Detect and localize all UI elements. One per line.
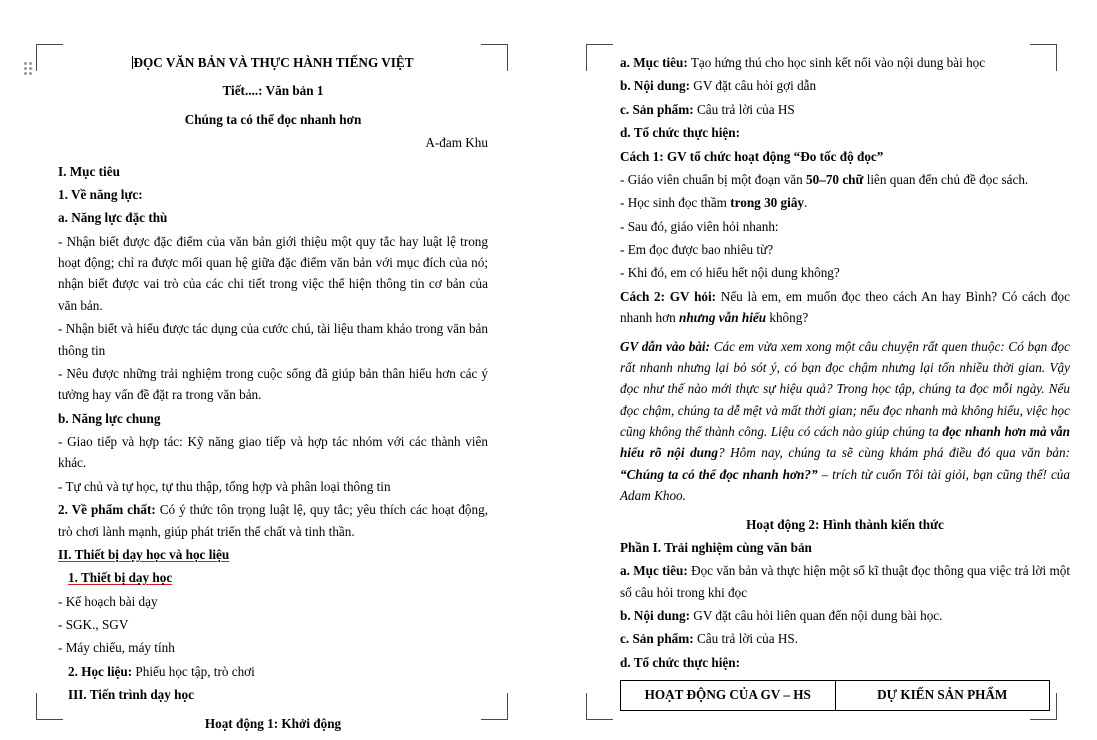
cach1-step-3: - Sau đó, giáo viên hỏi nhanh: <box>620 218 779 234</box>
subheading-hoc-lieu: 2. Học liệu: Phiếu học tập, trò chơi <box>68 663 255 679</box>
document-subtitle-2: Chúng ta có thể đọc nhanh hơn <box>184 111 362 127</box>
paragraph-cach-2: Cách 2: GV hỏi: Nếu là em, em muốn đọc theo cách An hay Bình? Có cách đọc nhanh hơn nhưng vẫn hiểu không? <box>620 288 1070 326</box>
document-title: ĐỌC VĂN BẢN VÀ THỰC HÀNH TIẾNG VIỆT <box>133 55 414 70</box>
cach1-step-1: - Giáo viên chuẩn bị một đoạn văn 50–70 chữ liên quan đến chủ đề đọc sách. <box>620 171 1029 187</box>
document-subtitle-1: Tiết....: Văn bản 1 <box>222 83 324 99</box>
paragraph-pham-chat: 2. Về phẩm chất: Có ý thức tôn trọng luật lệ, quy tắc; yêu thích các hoạt động, trò chơi lành mạnh, giúp phát triển thể chất và tinh thần. <box>58 502 488 539</box>
page-right <box>548 0 1097 740</box>
paragraph-r-san-pham: c. Sản phẩm: Câu trả lời của HS. <box>620 631 799 647</box>
heading-cach-1: Cách 1: GV tổ chức hoạt động “Đo tốc độ đọc” <box>620 148 884 164</box>
cach1-step-5: - Khi đó, em có hiểu hết nội dung không? <box>620 265 840 281</box>
paragraph-r-to-chuc: d. Tổ chức thực hiện: <box>620 654 740 670</box>
paragraph-r-muc-tieu: a. Mục tiêu: Đọc văn bản và thực hiện một số kĩ thuật đọc thông qua việc trả lời một số câu hỏi trong khi đọc <box>620 563 1070 600</box>
crop-mark-bottom-left-2 <box>586 693 613 720</box>
drag-handle-icon[interactable] <box>24 62 35 78</box>
paragraph-3: - Nêu được những trải nghiệm trong cuộc sống đã giúp bản thân hiểu hơn các ý tưởng hay vấn đề đặt ra trong văn bản. <box>58 365 488 403</box>
paragraph-to-chuc: d. Tổ chức thực hiện: <box>620 125 740 141</box>
document-author: A-đam Khu <box>425 135 488 151</box>
subheading-thiet-bi: 1. Thiết bị dạy học <box>68 570 173 586</box>
paragraph-gv-dan-vao-bai: GV dẫn vào bài: Các em vừa xem xong một câu chuyện rất quen thuộc: Có bạn đọc rất nhanh nhưng lại bỏ sót ý, có bạn đọc chậm nhưng lại tốn nhiều thời gian. Vậy đọc như thế nào mới thực sự hiệu quả? Trong học tập, chúng ta đọc mỗi ngày. Nếu đọc chậm, chúng ta dễ mệt và mất thời gian; nếu đọc nhanh mà không hiểu, việc học cũng không thể thành công. Liệu có cách nào giúp chúng ta đọc nhanh hơn mà vẫn hiểu rõ nội dung? Hôm nay, chúng ta sẽ cùng khám phá điều đó qua văn bản: “Chúng ta có thể đọc nhanh hơn?” – trích từ cuốn Tôi tài giỏi, bạn cũng thế! của Adam Khoo. <box>620 338 1071 504</box>
paragraph-2: - Nhận biết và hiểu được tác dụng của cước chú, tài liệu tham khảo trong văn bản thông tin <box>58 321 488 358</box>
table-header-gv-hs: HOẠT ĐỘNG CỦA GV – HS <box>621 681 836 710</box>
table-row <box>621 681 1050 710</box>
paragraph-noi-dung: b. Nội dung: GV đặt câu hỏi gợi dẫn <box>620 78 817 94</box>
cach1-step-4: - Em đọc được bao nhiêu từ? <box>620 242 774 257</box>
crop-mark-top-left-2 <box>586 44 613 71</box>
list-item-sgk: - SGK., SGV <box>58 617 129 632</box>
list-item-may-chieu: - Máy chiếu, máy tính <box>58 640 175 656</box>
heading-hoat-dong-1: Hoạt động 1: Khởi động <box>204 715 342 731</box>
cach1-step-2: - Học sinh đọc thầm trong 30 giây. <box>620 195 808 211</box>
heading-thiet-bi-day-hoc: II. Thiết bị dạy học và học liệu <box>58 546 230 562</box>
page-left <box>0 0 548 740</box>
heading-hoat-dong-2: Hoạt động 2: Hình thành kiến thức <box>746 516 944 532</box>
paragraph-1: - Nhận biết được đặc điểm của văn bản giới thiệu một quy tắc hay luật lệ trong hoạt động; chỉ ra được mối quan hệ giữa đặc điểm văn bản với mục đích của nó; nhận biết được vai trò của các chi tiết trong việc thể hiện thông tin cơ bản của văn bản. <box>58 233 488 313</box>
heading-phan-1: Phần I. Trải nghiệm cùng văn bản <box>620 539 812 555</box>
paragraph-4: - Giao tiếp và hợp tác: Kỹ năng giao tiếp và hợp tác nhóm với các thành viên khác. <box>58 434 488 471</box>
page-right-content <box>620 52 1070 711</box>
heading-nang-luc-dac-thu: a. Năng lực đặc thù <box>58 210 168 226</box>
paragraph-r-noi-dung: b. Nội dung: GV đặt câu hỏi liên quan đến nội dung bài học. <box>620 608 943 623</box>
heading-tien-trinh: III. Tiến trình dạy học <box>68 687 194 703</box>
activity-table <box>620 680 1050 710</box>
heading-nang-luc-chung: b. Năng lực chung <box>58 410 161 426</box>
paragraph-muc-tieu: a. Mục tiêu: Tạo hứng thú cho học sinh kết nối vào nội dung bài học <box>620 55 986 70</box>
table-header-du-kien: DỰ KIẾN SẢN PHẨM <box>835 681 1050 710</box>
list-item-ke-hoach: - Kế hoạch bài dạy <box>58 593 158 609</box>
heading-muc-tieu: I. Mục tiêu <box>58 163 120 179</box>
paragraph-san-pham: c. Sản phẩm: Câu trả lời của HS <box>620 101 795 117</box>
page-left-content <box>58 52 488 736</box>
heading-nang-luc: 1. Về năng lực: <box>58 186 143 202</box>
paragraph-5: - Tự chủ và tự học, tự thu thập, tổng hợp và phân loại thông tin <box>58 478 391 494</box>
